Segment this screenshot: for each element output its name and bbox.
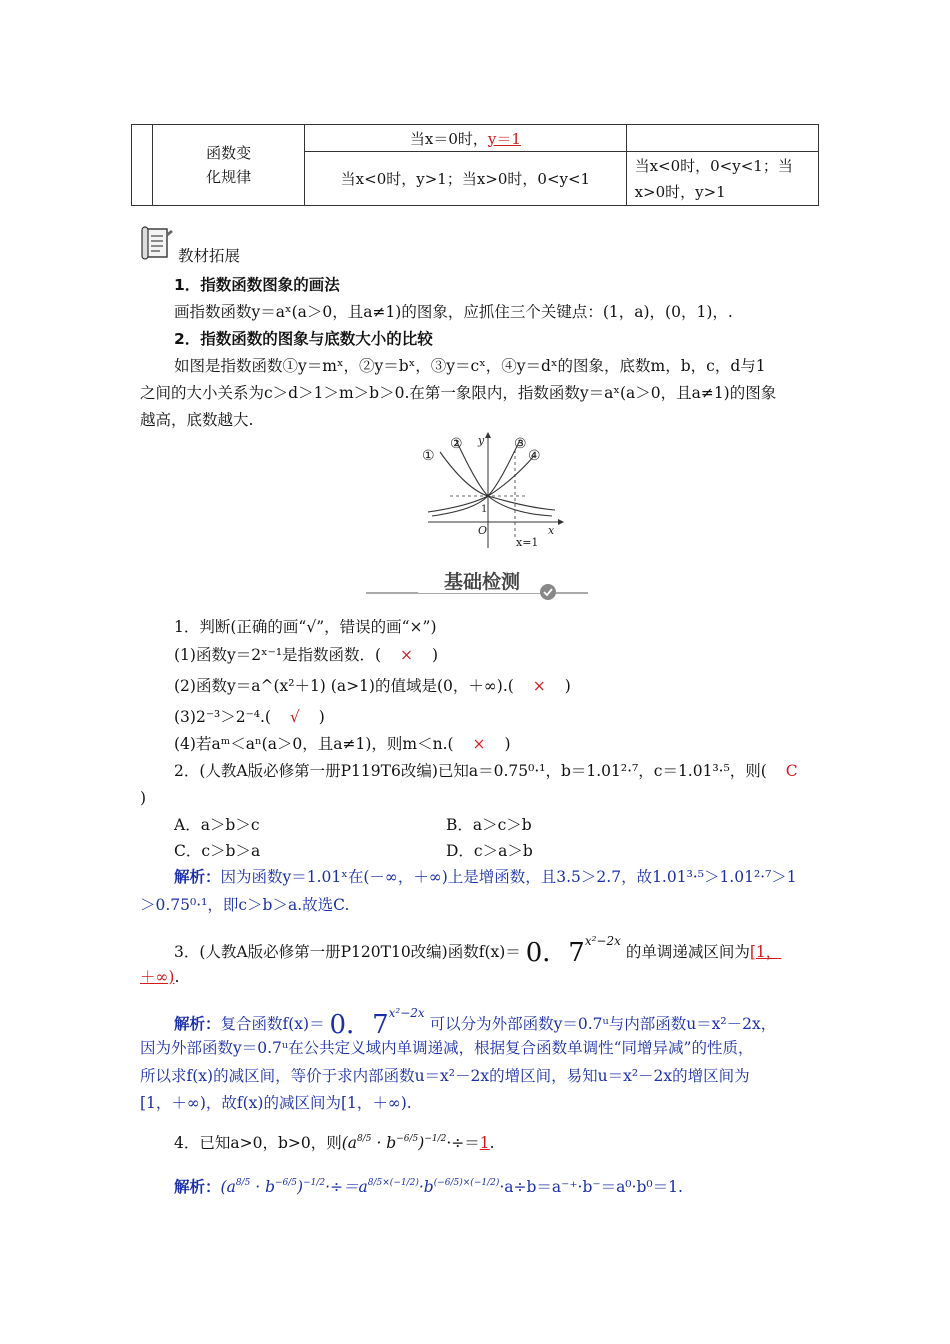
q4-answer: 1: [479, 1134, 490, 1152]
table-row2-right-line1: 当x<0时，0<y<1；当: [634, 156, 793, 175]
q3-stem-end: .: [174, 968, 180, 986]
figure-label-4: ④: [528, 448, 541, 464]
q4-analysis-end: ·a÷b＝a⁻⁺·b⁻＝a⁰·b⁰＝1.: [499, 1178, 683, 1196]
exponential-graph: [420, 430, 570, 554]
q1-item-1: [174, 644, 438, 666]
q4-expr: $(a^{8/5} \cdot b^{-6/5})^{-1/2}$: [341, 1134, 447, 1152]
q3-analysis-base: 0．7: [329, 1010, 389, 1040]
q3-stem-line2: [140, 966, 179, 988]
y-axis-arrow: [485, 432, 491, 438]
q2-option-b: B．a＞c＞b: [446, 816, 532, 834]
q4-analysis-expr: $(a^{8/5} \cdot b^{-6/5})^{-1/2}\cdot\div=a^{8/5\times(-1/2)}\cdot b^{(-6/5)\times(-1/2)}$: [220, 1178, 500, 1196]
q4-stem: [174, 1128, 495, 1154]
table-row1-prefix: 当x＝0时，: [409, 129, 488, 148]
q3-analysis-label: 解析：: [174, 1014, 221, 1033]
figure-one-label: 1: [481, 504, 488, 515]
curve-c: [432, 440, 520, 516]
q3-analysis1a: 复合函数f(x)＝: [220, 1015, 325, 1033]
q4-stem-a: 4．已知a>0，b>0，则: [174, 1134, 342, 1152]
q1-item-3-mark: √: [289, 708, 300, 726]
ext-heading: 教材拓展: [178, 247, 241, 265]
q3-analysis-line2: 因为外部函数y＝0.7ᵘ在公共定义域内单调递减，根据复合函数单调性“同增异减”的性质，: [140, 1039, 754, 1057]
q2-analysis-line1: [174, 866, 797, 888]
q2-stem-text: 2．(人教A版必修第一册P119T6改编)已知a＝0.75⁰·¹，b＝1.01²·⁷，c＝1.01³·⁵，则(: [174, 762, 767, 780]
table-row1-empty: [626, 125, 818, 152]
table-row2-right: [626, 152, 818, 206]
table-row1-answer: y＝1: [487, 129, 521, 148]
table-cell-empty-left: [132, 125, 153, 206]
q1-item-1-mark: ×: [400, 646, 414, 664]
q2-answer: C: [785, 762, 798, 780]
x-axis-arrow: [558, 519, 564, 525]
figure-y-label: y: [478, 434, 485, 447]
q4-analysis: [174, 1172, 683, 1198]
q3-answer2: ＋∞): [140, 968, 175, 986]
figure-vline-label: x=1: [516, 536, 539, 549]
q4-stem-end: .: [489, 1134, 495, 1152]
q3-exponent: x²−2x: [584, 934, 621, 948]
q1-item-2-text: (2)函数y＝a^(x²＋1) (a>1)的值域是(0，＋∞).(: [174, 677, 514, 695]
q2-close: ): [140, 789, 147, 807]
q3-answer1: [1，: [749, 943, 782, 961]
ext-s1-body: 画指数函数y＝aˣ(a＞0，且a≠1)的图象，应抓住三个关键点：(1，a)，(0，1)，.: [174, 303, 733, 321]
q2-analysis-line2: ＞0.75⁰·¹，即c＞b＞a.故选C.: [140, 896, 350, 914]
q2-option-c: C．c＞b＞a: [174, 842, 261, 860]
q2-option-d: D．c＞a＞b: [446, 842, 533, 860]
scroll-icon: [140, 226, 174, 262]
q3-base-expr: 0．7: [525, 938, 585, 968]
q3-analysis-exponent: x²−2x: [388, 1006, 425, 1020]
q3-stem-b: 的单调递减区间为: [625, 943, 750, 961]
table-row2-right-line2: x>0时，y>1: [634, 182, 726, 201]
q3-analysis1b: 可以分为外部函数y＝0.7ᵘ与内部函数u＝x²－2x，: [429, 1015, 777, 1033]
q3-stem-a: 3．(人教A版必修第一册P120T10改编)函数f(x)＝: [174, 943, 521, 961]
q1-item-4-text: (4)若aᵐ＜aⁿ(a＞0，且a≠1)，则m＜n.(: [174, 735, 454, 753]
q1-item-3: [174, 706, 325, 728]
q1-item-3-end: ): [318, 708, 325, 726]
ext-s2-body2: 之间的大小关系为c＞d＞1＞m＞b＞0.在第一象限内，指数函数y＝aˣ(a＞0，且a≠1)的图象: [140, 384, 777, 402]
table-row2-left: 当x<0时，y>1；当x>0时，0<y<1: [305, 152, 626, 206]
q1-item-2-end: ): [564, 677, 571, 695]
ext-s2-title: 2．指数函数的图象与底数大小的比较: [174, 330, 433, 348]
q2-option-a: A．a＞b＞c: [174, 816, 260, 834]
q2-stem: [174, 760, 798, 782]
q3-analysis-line3: 所以求f(x)的减区间，等价于求内部函数u＝x²－2x的增区间，易知u＝x²－2x的增区间为: [140, 1067, 750, 1085]
q1-item-1-text: (1)函数y＝2ˣ⁻¹是指数函数．(: [174, 646, 382, 664]
q2-analysis-label: 解析：: [174, 867, 221, 886]
figure-label-2: ②: [450, 436, 463, 452]
table-label-line2: 化规律: [206, 168, 252, 186]
table-label-line1: 函数变: [206, 144, 252, 162]
q3-analysis-line1: [174, 1002, 777, 1040]
q3-analysis-line4: [1，＋∞)，故f(x)的减区间为[1，＋∞).: [140, 1094, 412, 1112]
function-property-table: [131, 124, 819, 206]
q1-item-2: [174, 675, 571, 697]
section-banner: [366, 565, 588, 601]
q1-stem: 1．判断(正确的画“√”，错误的画“×”): [174, 618, 437, 636]
q2-analysis1: 因为函数y＝1.01ˣ在(－∞，＋∞)上是增函数，且3.5＞2.7，故1.01³·⁵＞1.01²·⁷＞1: [220, 868, 797, 886]
q1-item-2-mark: ×: [532, 677, 546, 695]
ext-s2-body3: 越高，底数越大.: [140, 411, 254, 429]
q1-item-4-end: ): [504, 735, 511, 753]
figure-label-3: ③: [514, 436, 527, 452]
ext-s1-title: 1．指数函数图象的画法: [174, 276, 340, 294]
figure-origin-label: O: [478, 524, 488, 537]
q4-analysis-label: 解析：: [174, 1177, 221, 1196]
banner-title: 基础检测: [444, 571, 521, 593]
table-row1-cell: [305, 125, 626, 152]
q3-stem: [174, 930, 782, 968]
q1-item-1-end: ): [431, 646, 439, 664]
table-label-cell: [153, 125, 305, 206]
q1-item-3-text: (3)2⁻³＞2⁻⁴.(: [174, 708, 271, 726]
figure-x-label: x: [548, 524, 555, 537]
figure-label-1: ①: [422, 448, 435, 464]
q1-item-4: [174, 733, 511, 755]
q4-stem-b: ·÷＝: [446, 1134, 480, 1152]
ext-s2-body1: 如图是指数函数①y＝mˣ，②y＝bˣ，③y＝cˣ，④y＝dˣ的图象，底数m，b，c，d与1: [174, 357, 766, 375]
q1-item-4-mark: ×: [472, 735, 486, 753]
